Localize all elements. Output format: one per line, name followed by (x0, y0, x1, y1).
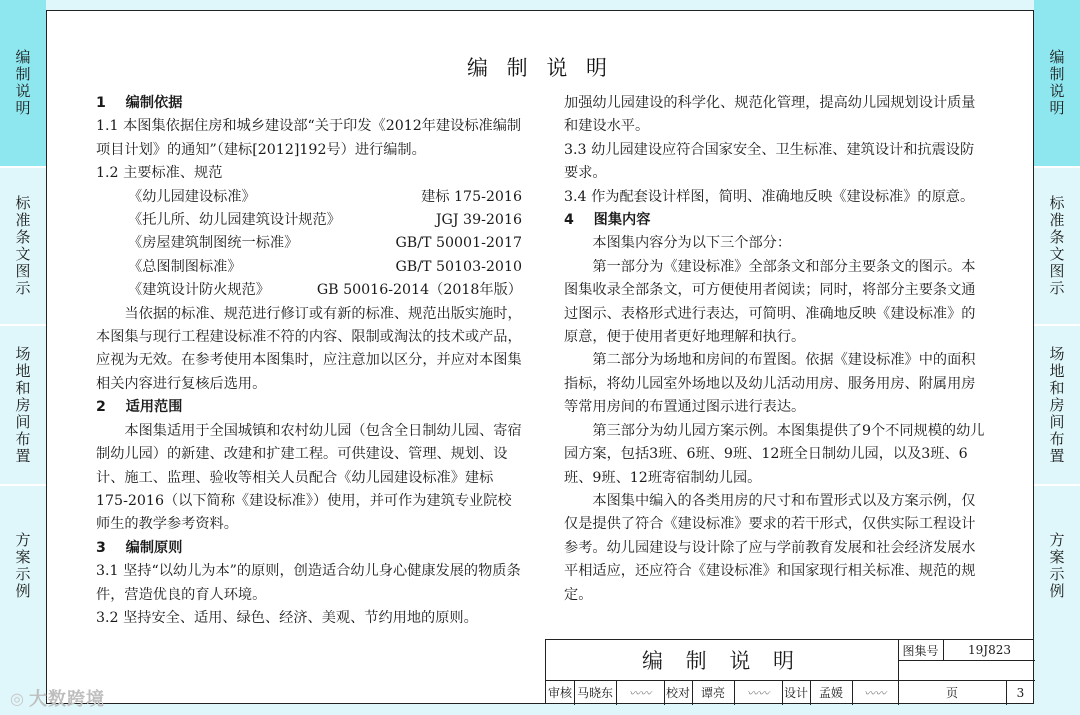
paragraph: 1.1 本图集依据住房和城乡建设部“关于印发《2012年建设标准编制项目计划》的通知”（建标[2012]192号）进行编制。 (96, 118, 522, 158)
paragraph: 3.4 作为配套设计样图，简明、准确地反映《建设标准》的原意。 (564, 188, 975, 205)
standard-row: 《托儿所、幼儿园建筑设计规范》 JGJ 39-2016 (128, 212, 522, 229)
design-label: 设计 (783, 686, 808, 700)
checker-signature: 〰〰 (747, 686, 769, 700)
tab-left-standard-diagrams[interactable]: 标准条文图示 (0, 168, 46, 326)
page-title: 编 制 说 明 (466, 56, 614, 80)
paragraph: 加强幼儿园建设的科学化、规范化管理，提高幼儿园规划设计质量和建设水平。 (564, 95, 976, 135)
right-section-tabs (1034, 0, 1080, 715)
review-label: 审核 (547, 686, 572, 700)
text-column-left (96, 92, 522, 630)
section-heading: 4 图集内容 (564, 212, 651, 229)
paragraph: 当依据的标准、规范进行修订或有新的标准、规范出版实施时，本图集与现行工程建设标准不符的内容、限制或淘汰的技术或产品，应视为无效。在参考使用本图集时，应注意加以区分，并应对本图集相关内容进行复核后选用。 (96, 305, 522, 392)
tab-right-site-layout[interactable]: 场地和房间布置 (1034, 326, 1080, 486)
atlas-no: 19J823 (968, 643, 1011, 657)
tab-left-scheme-examples[interactable]: 方案示例 (0, 486, 46, 646)
page-label: 页 (945, 686, 958, 700)
standard-row: 《幼儿园建设标准》 建标 175-2016 (128, 188, 522, 205)
standard-row: 《建筑设计防火规范》 GB 50016-2014（2018年版） (128, 282, 522, 299)
paragraph: 3.3 幼儿园建设应符合国家安全、卫生标准、建筑设计和抗震设防要求。 (564, 141, 975, 182)
check-label: 校对 (665, 686, 690, 700)
section-heading: 1 编制依据 (96, 95, 183, 111)
tab-left-site-layout[interactable]: 场地和房间布置 (0, 326, 46, 486)
title-block (545, 639, 1034, 704)
paragraph: 第一部分为《建设标准》全部条文和部分主要条文的图示。本图集收录全部条文，可方便使用者阅读；同时，将部分主要条文通过图示、表格形式进行表达，可简明、准确地反映《建设标准》的原意，便于使用者更好地理解和执行。 (564, 258, 976, 346)
designer-signature: 〰〰 (864, 686, 886, 700)
watermark-logo-icon: ◎ (10, 688, 25, 708)
tab-right-scheme-examples[interactable]: 方案示例 (1034, 486, 1080, 646)
paragraph: 1.2 主要标准、规范 (96, 165, 223, 182)
page-number: 3 (1016, 685, 1025, 700)
checker-name: 谭亮 (700, 686, 725, 700)
reviewer-signature: 〰〰 (629, 686, 651, 700)
paragraph: 3.1 坚持“以幼儿为本”的原则，创造适合幼儿身心健康发展的物质条件，营造优良的育人环境。 (96, 563, 521, 603)
left-section-tabs (0, 0, 46, 715)
tab-right-standard-diagrams[interactable]: 标准条文图示 (1034, 168, 1080, 326)
designer-name: 孟媛 (818, 686, 843, 700)
paragraph: 本图集内容分为以下三个部分： (592, 235, 792, 252)
watermark: ◎ 大数跨境 (10, 688, 105, 710)
section-heading: 2 适用范围 (96, 399, 183, 416)
standard-row: 《总图制图标准》 GB/T 50103-2010 (128, 258, 522, 275)
paragraph: 3.2 坚持安全、适用、绿色、经济、美观、节约用地的原则。 (96, 609, 478, 626)
standard-row: 《房屋建筑制图统一标准》 GB/T 50001-2017 (128, 235, 522, 252)
tab-left-compilation[interactable]: 编制说明 (0, 0, 46, 168)
paragraph: 第三部分为幼儿园方案示例。本图集提供了9个不同规模的幼儿园方案，包括3班、6班、9班、12班全日制幼儿园，以及3班、6班、9班、12班寄宿制幼儿园。 (564, 422, 985, 486)
paragraph: 本图集适用于全国城镇和农村幼儿园（包含全日制幼儿园、寄宿制幼儿园）的新建、改建和扩建工程。可供建设、管理、规划、设计、施工、监理、验收等相关人员配合《幼儿园建设标准》建标175-2016（以下简称《建设标准》）使用，并可作为建筑专业院校师生的教学参考资料。 (96, 422, 522, 533)
section-heading: 3 编制原则 (96, 539, 183, 556)
paragraph: 第二部分为场地和房间的布置图。依据《建设标准》中的面积指标，将幼儿园室外场地以及幼儿活动用房、服务用房、附属用房等常用房间的布置通过图示进行表达。 (564, 352, 976, 416)
atlas-no-label: 图集号 (898, 640, 944, 660)
reviewer-name: 马晓东 (576, 686, 613, 700)
paragraph: 本图集中编入的各类用房的尺寸和布置形式以及方案示例，仅仅是提供了符合《建设标准》要求的若干形式，仅供实际工程设计参考。幼儿园建设与设计除了应与学前教育发展和社会经济发展水平相适应，还应符合《建设标准》和国家现行相关标准、规范的规定。 (564, 492, 976, 603)
title-block-title: 编 制 说 明 (546, 640, 899, 680)
text-column-right (564, 92, 986, 607)
tab-right-compilation[interactable]: 编制说明 (1034, 0, 1080, 168)
